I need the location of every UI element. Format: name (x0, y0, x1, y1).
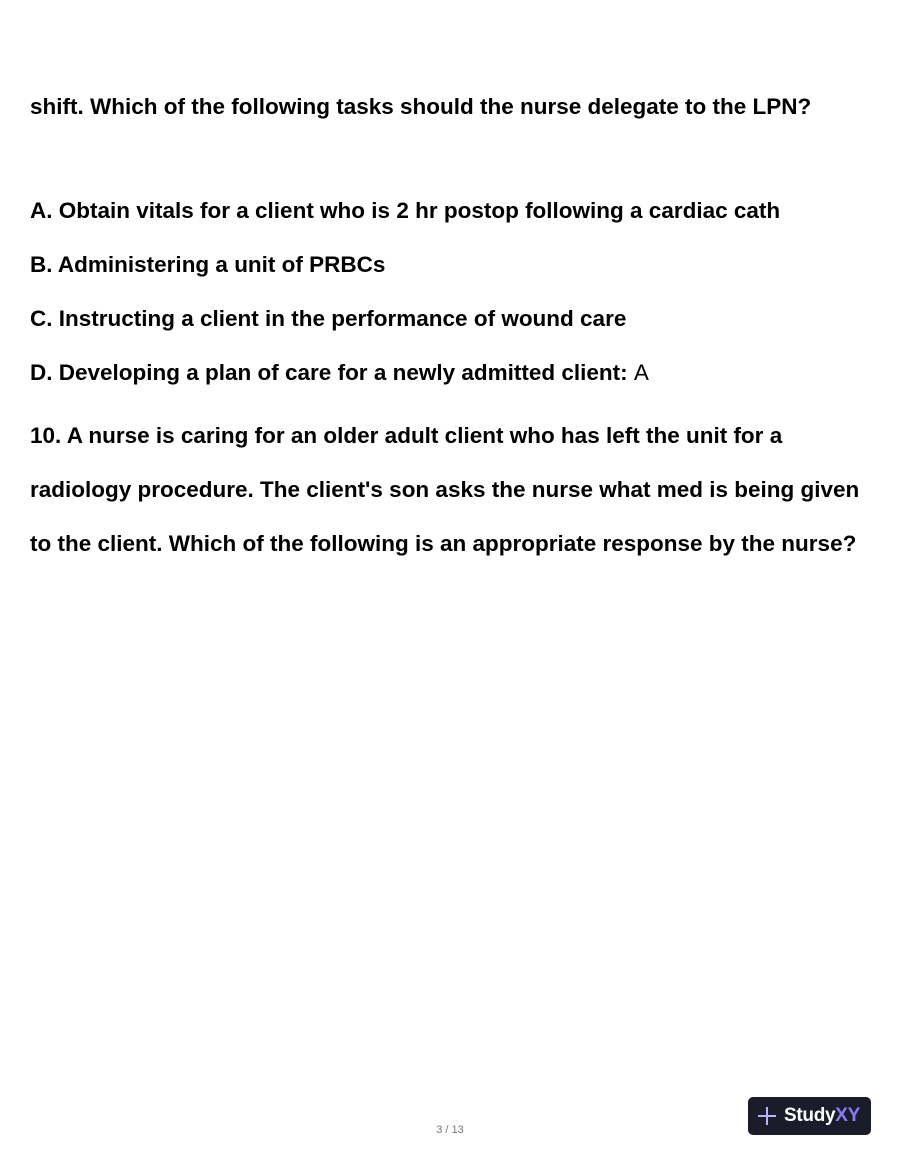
option-d: D. Developing a plan of care for a newly admitted client: (30, 360, 628, 385)
question-tail: shift. Which of the following tasks should the nurse delegate to the LPN? (30, 94, 812, 119)
logo-text (784, 1105, 860, 1127)
option-a: A. Obtain vitals for a client who is 2 hr postop following a cardiac cath (30, 198, 781, 223)
page-number: 3 / 13 (436, 1124, 464, 1136)
option-b: B. Administering a unit of PRBCs (30, 252, 386, 277)
option-d-row (30, 362, 649, 385)
question-10-line-2: radiology procedure. The client's son asks the nurse what med is being given (30, 477, 860, 502)
studyxy-logo[interactable] (748, 1097, 871, 1135)
question-10-line-3: to the client. Which of the following is an appropriate response by the nurse? (30, 531, 857, 556)
question-10-line-1: 10. A nurse is caring for an older adult client who has left the unit for a (30, 423, 783, 448)
answer-key: A (633, 360, 649, 385)
plus-icon (756, 1105, 778, 1127)
logo-text-main: Study (784, 1105, 836, 1126)
option-c: C. Instructing a client in the performance of wound care (30, 306, 627, 331)
logo-text-accent: XY (835, 1105, 861, 1126)
